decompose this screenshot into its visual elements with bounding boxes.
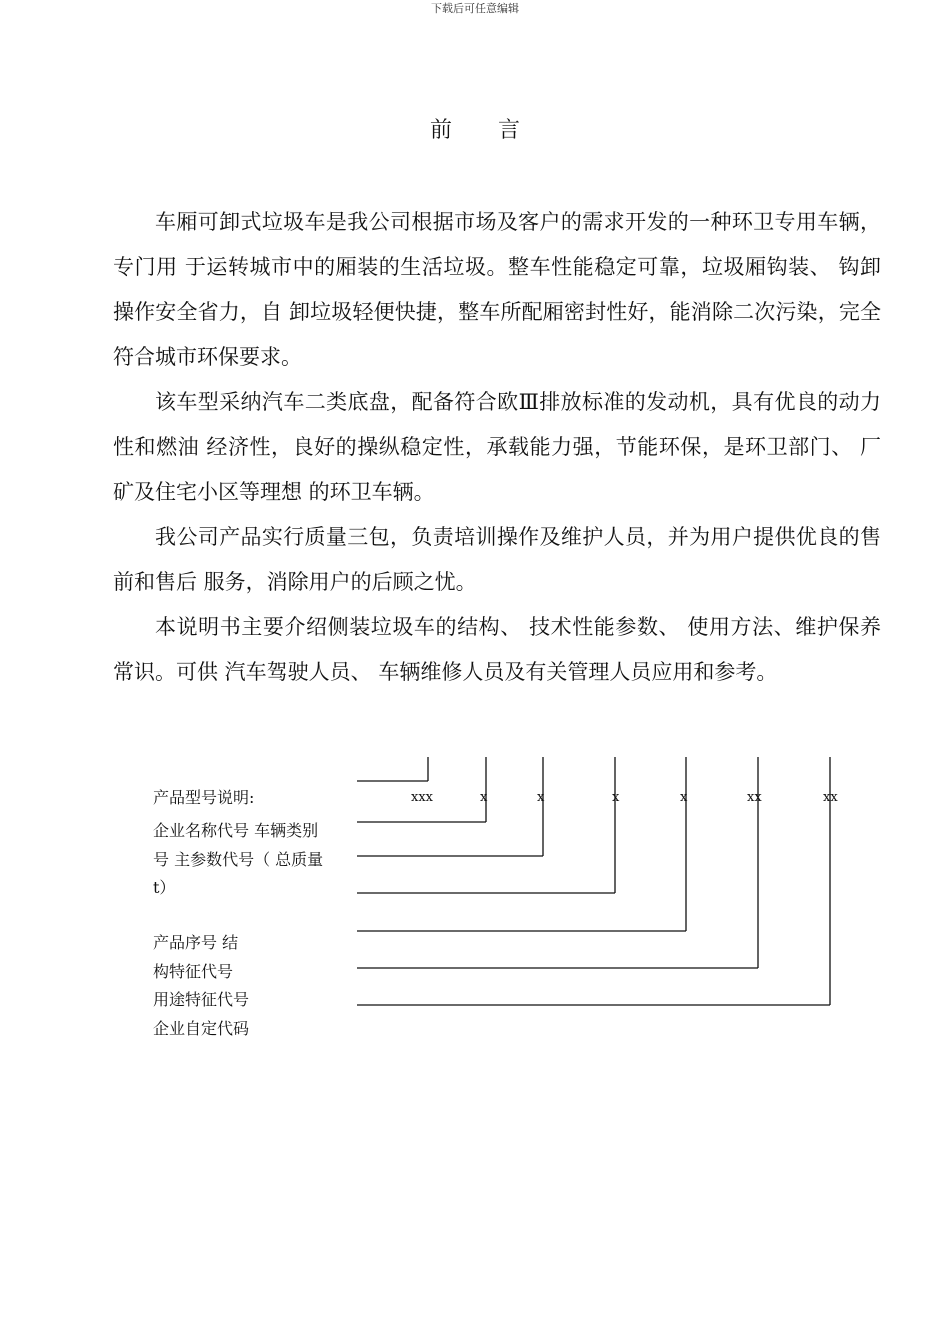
header-note: 下载后可任意编辑 xyxy=(431,2,519,15)
code-7: xx xyxy=(823,790,838,805)
diagram-label-4: 产品序号 结 xyxy=(153,933,239,952)
diagram-heading: 产品型号说明: xyxy=(153,788,255,807)
diagram-label-7: 企业自定代码 xyxy=(153,1019,250,1038)
page-title: 前言 xyxy=(429,118,566,143)
code-6: xx xyxy=(747,790,762,805)
diagram-label-2: 号 主参数代号（ 总质量 xyxy=(153,850,324,869)
code-3: x xyxy=(537,790,545,805)
paragraph-4: 本说明书主要介绍侧装垃圾车的结构、 技术性能参数、 使用方法、维护保养常识。可供 汽车驾驶人员、 车辆维修人员及有关管理人员应用和参考。 xyxy=(113,615,881,684)
paragraph-2: 该车型采纳汽车二类底盘，配备符合欧Ⅲ排放标准的发动机，具有优良的动力性和燃油 经济性，良好的操纵稳定性，承载能力强，节能环保，是环卫部门、 厂矿及住宅小区等理想 的环卫车辆。 xyxy=(113,390,881,504)
diagram-label-3: t） xyxy=(153,878,176,897)
code-1: xxx xyxy=(411,790,433,805)
paragraph-1: 车厢可卸式垃圾车是我公司根据市场及客户的需求开发的一种环卫专用车辆，专门用 于运转城市中的厢装的生活垃圾。整车性能稳定可靠，垃圾厢钩装、 钩卸操作安全省力，自 卸垃圾轻便快捷，整车所配厢密封性好，能消除二次污染，完全符合城市环保要求。 xyxy=(113,210,881,369)
paragraph-3: 我公司产品实行质量三包，负责培训操作及维护人员，并为用户提供优良的售前和售后 服务，消除用户的后顾之忧。 xyxy=(113,525,881,594)
code-5: x xyxy=(680,790,688,805)
code-4: x xyxy=(612,790,620,805)
diagram-label-5: 构特征代号 xyxy=(153,962,234,981)
diagram-label-6: 用途特征代号 xyxy=(153,990,250,1009)
code-2: x xyxy=(480,790,488,805)
diagram-label-1: 企业名称代号 车辆类别 xyxy=(153,821,319,840)
